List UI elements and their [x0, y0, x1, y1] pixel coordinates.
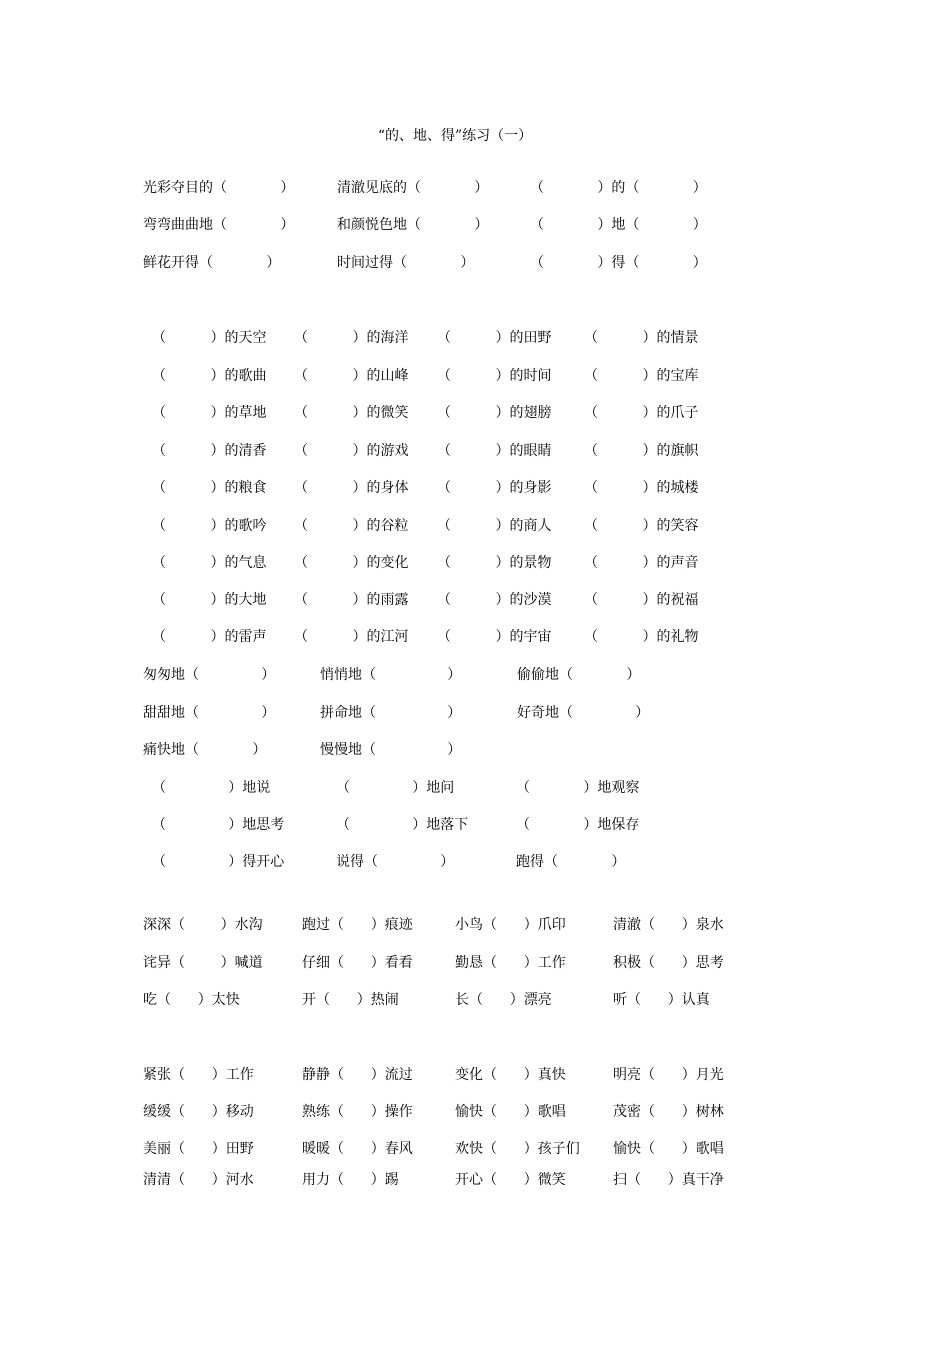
exercise-item: 诧异（ ）喊道 — [143, 955, 263, 971]
exercise-item: （ ）的身体 — [294, 480, 409, 496]
exercise-item: （ ）的歌吟 — [152, 518, 267, 534]
exercise-item: （ ）的城楼 — [584, 480, 699, 496]
exercise-item: （ ）的礼物 — [584, 629, 699, 645]
exercise-item: 光彩夺目的（ ） — [143, 180, 295, 196]
exercise-item: 听（ ）认真 — [613, 992, 710, 1008]
exercise-item: （ ）的情景 — [584, 330, 699, 346]
exercise-item: 静静（ ）流过 — [302, 1067, 413, 1083]
exercise-item: （ ）地观察 — [516, 780, 640, 796]
exercise-item: 甜甜地（ ） — [143, 705, 276, 721]
exercise-item: 痛快地（ ） — [143, 742, 267, 758]
exercise-item: 茂密（ ）树林 — [613, 1104, 724, 1120]
exercise-item: 偷偷地（ ） — [517, 667, 641, 683]
exercise-item: 愉快（ ）歌唱 — [613, 1141, 724, 1157]
exercise-item: 鲜花开得（ ） — [143, 255, 281, 271]
exercise-item: （ ）的田野 — [437, 330, 552, 346]
exercise-item: 美丽（ ）田野 — [143, 1141, 254, 1157]
exercise-item: （ ）的草地 — [152, 405, 267, 421]
exercise-item: 跑过（ ）痕迹 — [302, 917, 413, 933]
exercise-item: （ ）的雷声 — [152, 629, 267, 645]
exercise-item: 说得（ ） — [336, 854, 455, 870]
exercise-item: 时间过得（ ） — [337, 255, 475, 271]
exercise-item: （ ）的商人 — [437, 518, 552, 534]
exercise-item: （ ）地问 — [336, 780, 455, 796]
exercise-item: （ ）的翅膀 — [437, 405, 552, 421]
exercise-item: （ ）的身影 — [437, 480, 552, 496]
exercise-item: 缓缓（ ）移动 — [143, 1104, 254, 1120]
exercise-item: （ ）的（ ） — [530, 180, 707, 196]
exercise-item: （ ）地说 — [152, 780, 271, 796]
exercise-item: 暖暖（ ）春风 — [302, 1141, 413, 1157]
exercise-item: 吃（ ）太快 — [143, 992, 240, 1008]
exercise-item: 匆匆地（ ） — [143, 667, 276, 683]
exercise-item: 变化（ ）真快 — [455, 1067, 566, 1083]
exercise-item: （ ）地（ ） — [530, 217, 707, 233]
exercise-item: （ ）的沙漠 — [437, 592, 552, 608]
exercise-item: 勤恳（ ）工作 — [455, 955, 566, 971]
exercise-item: （ ）的笑容 — [584, 518, 699, 534]
exercise-item: 跑得（ ） — [516, 854, 626, 870]
exercise-item: 愉快（ ）歌唱 — [455, 1104, 566, 1120]
exercise-item: （ ）的祝福 — [584, 592, 699, 608]
exercise-item: （ ）地保存 — [516, 817, 640, 833]
exercise-item: 积极（ ）思考 — [613, 955, 724, 971]
exercise-item: （ ）的变化 — [294, 555, 409, 571]
exercise-item: 用力（ ）踢 — [302, 1172, 399, 1188]
exercise-item: 弯弯曲曲地（ ） — [143, 217, 295, 233]
exercise-item: 紧张（ ）工作 — [143, 1067, 254, 1083]
exercise-item: （ ）的清香 — [152, 443, 267, 459]
exercise-item: （ ）的景物 — [437, 555, 552, 571]
exercise-item: （ ）的山峰 — [294, 368, 409, 384]
exercise-item: 欢快（ ）孩子们 — [455, 1141, 580, 1157]
exercise-item: 明亮（ ）月光 — [613, 1067, 724, 1083]
exercise-item: （ ）得开心 — [152, 854, 285, 870]
exercise-item: 深深（ ）水沟 — [143, 917, 263, 933]
exercise-item: 小鸟（ ）爪印 — [455, 917, 566, 933]
exercise-item: （ ）地落下 — [336, 817, 469, 833]
exercise-item: （ ）的天空 — [152, 330, 267, 346]
exercise-item: 悄悄地（ ） — [320, 667, 462, 683]
exercise-item: 长（ ）漂亮 — [455, 992, 552, 1008]
exercise-item: （ ）的爪子 — [584, 405, 699, 421]
exercise-item: （ ）的气息 — [152, 555, 267, 571]
exercise-item: （ ）的宝库 — [584, 368, 699, 384]
exercise-item: 熟练（ ）操作 — [302, 1104, 413, 1120]
exercise-item: （ ）的海洋 — [294, 330, 409, 346]
exercise-item: （ ）的粮食 — [152, 480, 267, 496]
exercise-item: （ ）的眼睛 — [437, 443, 552, 459]
exercise-item: 拼命地（ ） — [320, 705, 462, 721]
exercise-item: （ ）的声音 — [584, 555, 699, 571]
exercise-item: 清清（ ）河水 — [143, 1172, 254, 1188]
exercise-item: 开（ ）热闹 — [302, 992, 399, 1008]
exercise-item: （ ）的雨露 — [294, 592, 409, 608]
exercise-item: （ ）得（ ） — [530, 255, 707, 271]
exercise-item: （ ）的宇宙 — [437, 629, 552, 645]
exercise-item: （ ）地思考 — [152, 817, 285, 833]
exercise-item: 慢慢地（ ） — [320, 742, 462, 758]
exercise-item: （ ）的游戏 — [294, 443, 409, 459]
exercise-item: 扫（ ）真干净 — [613, 1172, 724, 1188]
exercise-item: （ ）的时间 — [437, 368, 552, 384]
exercise-item: 仔细（ ）看看 — [302, 955, 413, 971]
exercise-item: （ ）的歌曲 — [152, 368, 267, 384]
exercise-item: （ ）的大地 — [152, 592, 267, 608]
exercise-item: 清澈见底的（ ） — [337, 180, 489, 196]
exercise-item: 和颜悦色地（ ） — [337, 217, 489, 233]
exercise-item: 开心（ ）微笑 — [455, 1172, 566, 1188]
exercise-item: （ ）的谷粒 — [294, 518, 409, 534]
exercise-item: 清澈（ ）泉水 — [613, 917, 724, 933]
exercise-item: （ ）的微笑 — [294, 405, 409, 421]
exercise-item: （ ）的旗帜 — [584, 443, 699, 459]
exercise-item: （ ）的江河 — [294, 629, 409, 645]
worksheet-title: “的、地、得”练习（一） — [377, 128, 533, 144]
exercise-item: 好奇地（ ） — [517, 705, 650, 721]
